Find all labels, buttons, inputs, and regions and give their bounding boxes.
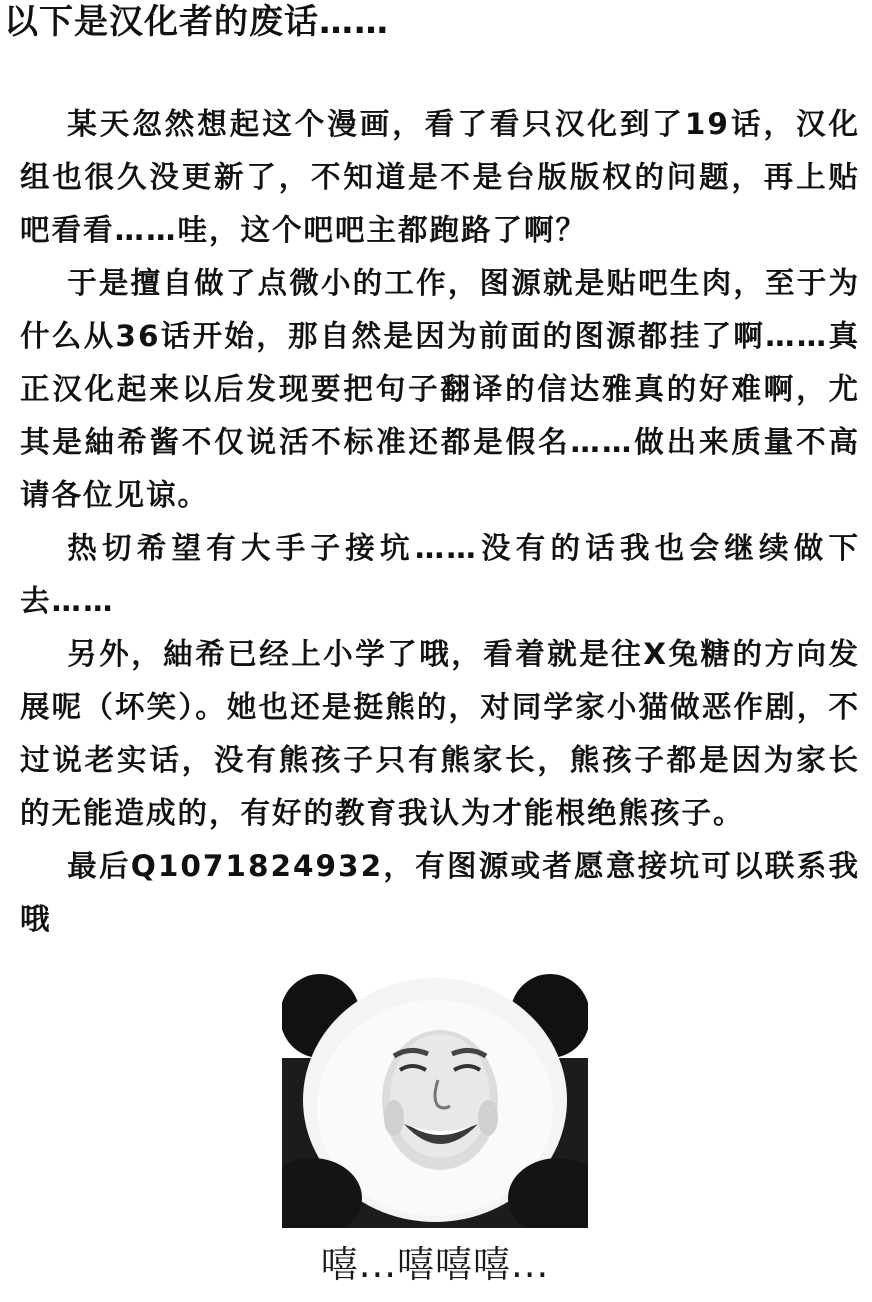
translator-notes [20,98,860,946]
page-title: 以下是汉化者的废话…… [4,2,389,42]
paragraph-2: 于是擅自做了点微小的工作，图源就是贴吧生肉，至于为什么从36话开始，那自然是因为前面的图源都挂了啊……真正汉化起来以后发现要把句子翻译的信达雅真的好难啊，尤其是紬希酱不仅说活不标准还都是假名……做出来质量不高请各位见谅。 [20,266,860,512]
paragraph-4: 另外，紬希已经上小学了哦，看着就是往X兔糖的方向发展呢（坏笑）。她也还是挺熊的，对同学家小猫做恶作剧，不过说老实话，没有熊孩子只有熊家长，熊孩子都是因为家长的无能造成的，有好的教育我认为才能根绝熊孩子。 [20,637,860,830]
panda-meme-image [282,968,588,1294]
meme-caption: 嘻...嘻嘻嘻... [320,1243,550,1286]
paragraph-1: 某天忽然想起这个漫画，看了看只汉化到了19话，汉化组也很久没更新了，不知道是不是台版版权的问题，再上贴吧看看……哇，这个吧吧主都跑路了啊？ [20,107,860,247]
paragraph-3: 热切希望有大手子接坑……没有的话我也会继续做下去…… [20,531,860,618]
panda-face-icon [282,968,588,1228]
paragraph-5: 最后Q1071824932，有图源或者愿意接坑可以联系我哦 [20,849,860,936]
